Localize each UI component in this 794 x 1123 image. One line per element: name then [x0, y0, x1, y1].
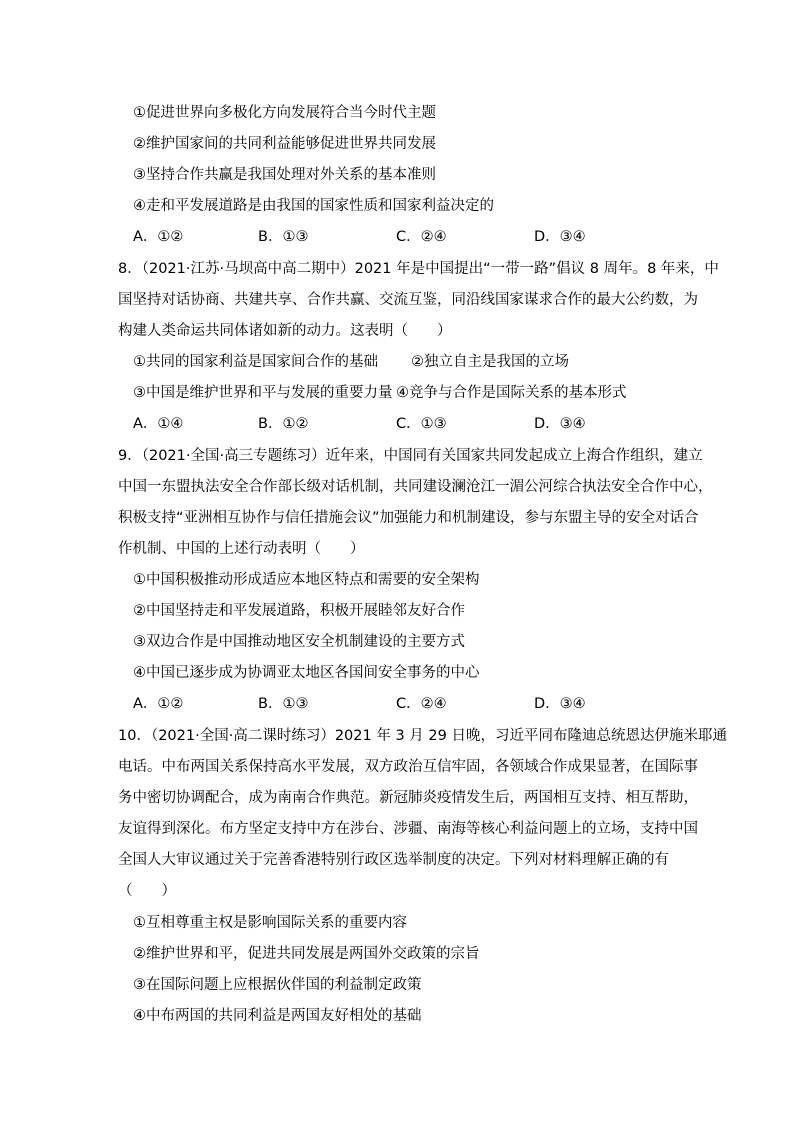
q9-choice-a: A．①②	[133, 696, 184, 712]
q9-stem-line-1: 9．（2021·全国·高三专题练习）近年来，中国同有关国家共同发起成立上海合作组织，建立	[118, 448, 703, 464]
q10-stem-line-5: 全国人大审议通过关于完善香港特别行政区选举制度的决定。下列对材料理解正确的有	[118, 852, 669, 868]
q7-statement-1: ①促进世界向多极化方向发展符合当今时代主题	[133, 105, 436, 121]
q9-stem-line-2: 中国一东盟执法安全合作部长级对话机制，共同建设澜沧江一湄公河综合执法安全合作中心，	[118, 479, 713, 495]
q9-statement-2: ②中国坚持走和平发展道路，积极开展睦邻友好合作	[133, 603, 465, 619]
q8-stem-line-3: 构建人类命运共同体诸如新的动力。这表明（ ）	[118, 323, 452, 339]
q7-choice-b: B．①③	[258, 229, 309, 245]
q10-stem-line-1: 10．（2021·全国·高二课时练习）2021 年 3 月 29 日晚，习近平同布隆迪总统恩达伊施米耶通	[118, 728, 727, 744]
q7-choice-a: A．①②	[133, 229, 184, 245]
q7-statement-3: ③坚持合作共赢是我国处理对外关系的基本准则	[133, 167, 436, 183]
q8-choice-b: B．①②	[258, 416, 309, 432]
q8-statement-3: ③中国是维护世界和平与发展的重要力量	[133, 385, 393, 401]
q8-choice-d: D．③④	[534, 416, 586, 432]
q10-stem-line-6: （ ）	[118, 883, 176, 899]
q10-statement-1: ①互相尊重主权是影响国际关系的重要内容	[133, 915, 407, 931]
q7-choice-c: C．②④	[396, 229, 447, 245]
q8-statement-2: ②独立自主是我国的立场	[411, 354, 569, 370]
q10-stem-line-4: 友谊得到深化。布方坚定支持中方在涉台、涉疆、南海等核心利益问题上的立场，支持中国	[118, 821, 698, 837]
q10-stem-line-3: 务中密切协调配合，成为南南合作典范。新冠肺炎疫情发生后，两国相互支持、相互帮助，	[118, 790, 698, 806]
q8-statement-4: ④竞争与合作是国际关系的基本形式	[396, 385, 627, 401]
q10-statement-3: ③在国际问题上应根据伙伴国的利益制定政策	[133, 977, 422, 993]
q8-choice-c: C．①③	[396, 416, 447, 432]
q9-statement-3: ③双边合作是中国推动地区安全机制建设的主要方式	[133, 634, 465, 650]
q9-stem-line-3: 积极支持“亚洲相互协作与信任措施会议”加强能力和机制建设，参与东盟主导的安全对话合	[118, 510, 699, 526]
q10-statement-4: ④中布两国的共同利益是两国友好相处的基础	[133, 1008, 422, 1024]
q8-stem-line-2: 国坚持对话协商、共建共享、合作共赢、交流互鉴，同沿线国家谋求合作的最大公约数，为	[118, 292, 698, 308]
q9-stem-line-4: 作机制、中国的上述行动表明（ ）	[118, 541, 365, 557]
q7-choice-d: D．③④	[534, 229, 586, 245]
q9-choice-b: B．①③	[258, 696, 309, 712]
q9-choice-c: C．②④	[396, 696, 447, 712]
q8-choice-a: A．①④	[133, 416, 184, 432]
q10-statement-2: ②维护世界和平，促进共同发展是两国外交政策的宗旨	[133, 946, 480, 962]
q8-stem-line-1: 8．（2021·江苏·马坝高中高二期中）2021 年是中国提出“一带一路”倡议 8 周年。8 年来，中	[118, 261, 719, 277]
q7-statement-2: ②维护国家间的共同利益能够促进世界共同发展	[133, 136, 436, 152]
q8-statement-1: ①共同的国家利益是国家间合作的基础	[133, 354, 378, 370]
q7-statement-4: ④走和平发展道路是由我国的国家性质和国家利益决定的	[133, 198, 494, 214]
q10-stem-line-2: 电话。中布两国关系保持高水平发展，双方政治互信牢固，各领域合作成果显著，在国际事	[118, 759, 698, 775]
q9-choice-d: D．③④	[534, 696, 586, 712]
q9-statement-4: ④中国已逐步成为协调亚太地区各国间安全事务的中心	[133, 665, 480, 681]
q9-statement-1: ①中国积极推动形成适应本地区特点和需要的安全架构	[133, 572, 480, 588]
